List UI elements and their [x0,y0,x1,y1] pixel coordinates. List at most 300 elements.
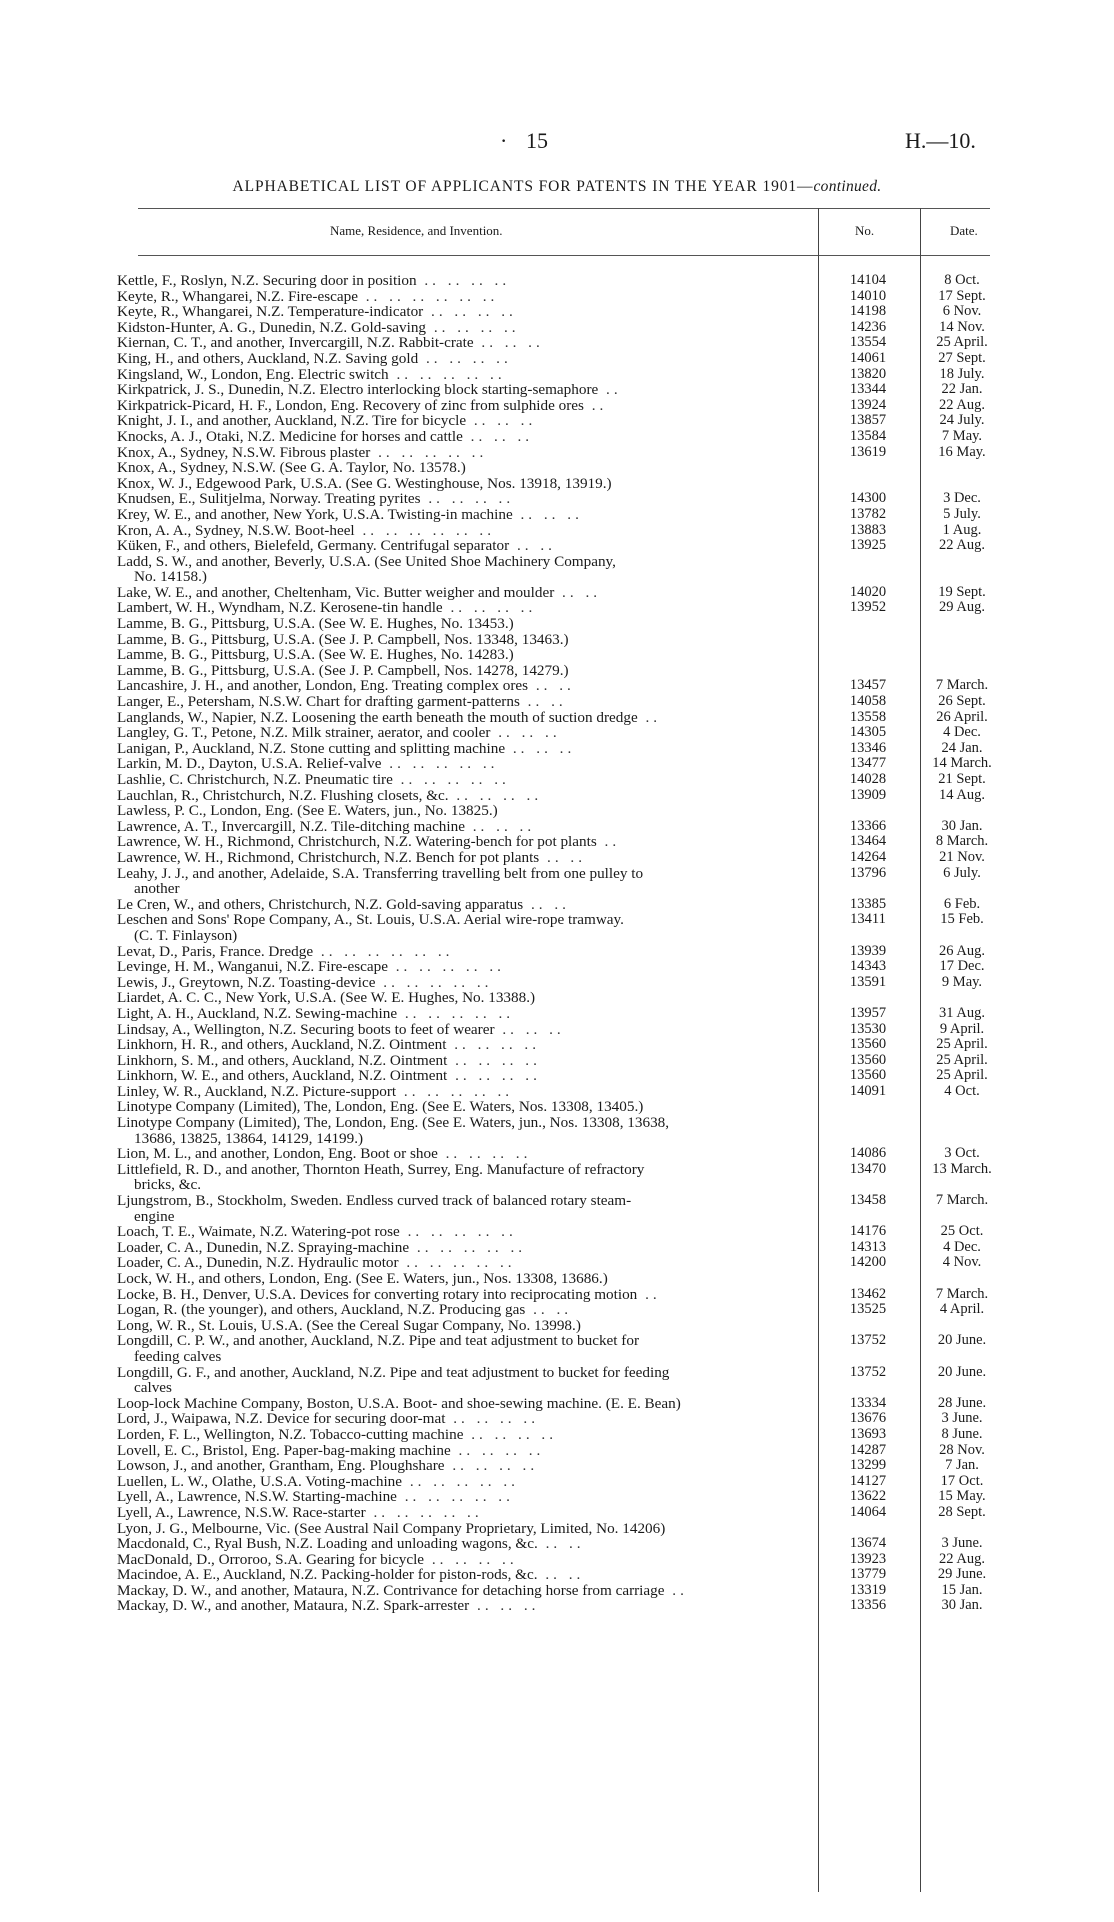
applicant-entry [117,663,817,679]
patent-number: 13334 [849,1394,887,1411]
patent-date: 6 Feb. [943,895,981,912]
dot-leaders: .. [637,1285,661,1303]
patent-number: 13782 [849,505,887,522]
patent-date: 25 April. [936,1051,988,1068]
patent-number: 13560 [849,1036,887,1053]
entry-text: Levat, D., Paris, France. Dredge [117,942,314,960]
patent-number: 14010 [849,287,887,304]
patent-date: 28 Nov. [939,1441,985,1458]
dot-leaders: .. .. .. .. .. [397,1004,515,1022]
title-italic: continued. [813,178,882,195]
entry-text: Light, A. H., Auckland, N.Z. Sewing-machine [117,1004,398,1022]
applicant-entry [117,866,817,897]
patent-date: 30 Jan. [941,817,983,834]
entry-text: Lorden, F. L., Wellington, N.Z. Tobacco-cutting machine [117,1425,464,1443]
applicant-entry [117,460,817,476]
applicant-entry [117,1567,817,1583]
patent-number: 13584 [849,427,887,444]
table-row [0,819,1114,835]
patent-date: 28 Sept. [938,1503,986,1520]
applicant-entry [117,1146,817,1162]
entry-text: Kettle, F., Roslyn, N.Z. Securing door in position [117,272,417,289]
table-row [0,1505,1114,1521]
table-row [0,320,1114,336]
applicant-entry [117,413,817,429]
entry-text: Lamme, B. G., Pittsburg, U.S.A. (See J. P. Campbell, Nos. 14278, 14279.) [117,661,569,679]
patent-date: 22 Jan. [941,381,983,398]
patent-date: 8 March. [935,833,989,850]
entry-text: Liardet, A. C. C., New York, U.S.A. (See W. E. Hughes, No. 13388.) [117,989,536,1007]
applicant-entry [117,1271,817,1287]
patent-date: 31 Aug. [939,1004,985,1021]
table-row [0,1458,1114,1474]
entry-text: Le Cren, W., and others, Christchurch, N.Z. Gold-saving apparatus [117,895,524,913]
applicant-entry [117,1006,817,1022]
applicant-entry [117,990,817,1006]
patent-number: 13820 [849,365,887,382]
patent-date: 26 Aug. [939,942,985,959]
applicant-entry [117,803,817,819]
patent-number: 13693 [849,1425,887,1442]
applicant-entry [117,1474,817,1490]
patent-number: 13939 [849,942,887,959]
table-row [0,694,1114,710]
patent-date: 4 Oct. [944,1082,980,1099]
column-header-date: Date. [950,223,978,238]
table-row [0,1271,1114,1287]
patent-date: 27 Sept. [938,349,986,366]
entry-text: Lyell, A., Lawrence, N.S.W. Starting-machine [117,1488,397,1506]
applicant-entry [117,678,817,694]
table-row [0,1302,1114,1318]
patent-number: 14104 [849,272,887,288]
patent-number: 14176 [849,1223,887,1240]
applicant-entry [117,1084,817,1100]
entry-text: Knudsen, E., Sulitjelma, Norway. Treating pyrites [117,490,421,508]
entry-text: Locke, B. H., Denver, U.S.A. Devices for converting rotary into reciprocating motion [117,1285,638,1303]
applicant-entry [117,1068,817,1084]
table-row [0,663,1114,679]
patent-date: 4 Nov. [942,1254,982,1271]
table-row [0,1567,1114,1583]
applicant-entry [117,772,817,788]
patent-date: 15 Feb. [940,911,984,928]
dot-leaders: .. .. [528,677,575,695]
dot-leaders: .. .. .. [466,412,537,430]
patent-date: 7 March. [935,1285,989,1302]
table-row [0,725,1114,741]
applicant-entry [117,351,817,367]
applicant-entry [117,1536,817,1552]
patent-number: 14300 [849,490,887,507]
table-row [0,382,1114,398]
table-row [0,959,1114,975]
applicant-entry [117,756,817,772]
applicant-entry [117,1099,817,1115]
patent-date: 1 Aug. [942,521,982,538]
title-main: ALPHABETICAL LIST OF APPLICANTS FOR PATENTS IN THE YEAR 1901— [232,178,814,195]
table-row [0,413,1114,429]
patent-date: 3 June. [941,1410,983,1427]
entry-text: Leschen and Sons' Rope Company, A., St. Louis, U.S.A. Aerial wire-rope tramway. [117,911,624,929]
dot-leaders: .. .. .. .. [463,1425,557,1443]
patent-number: 14287 [849,1441,887,1458]
dot-leaders: .. .. [554,583,602,601]
applicant-entry [117,897,817,913]
patent-number: 13779 [849,1566,887,1583]
applicant-entry [117,1443,817,1459]
entry-text: Levinge, H. M., Wanganui, N.Z. Fire-escape [117,958,388,976]
patent-date: 25 April. [936,1036,988,1053]
table-row [0,944,1114,960]
table-row [0,1084,1114,1100]
applicant-entry [117,289,817,305]
table-row [0,1598,1114,1614]
patent-number: 14127 [849,1472,887,1489]
patent-date: 4 Dec. [943,1238,981,1255]
dot-leaders: .. .. .. .. .. [365,1503,483,1521]
entry-text: Larkin, M. D., Dayton, U.S.A. Relief-valve [117,755,382,773]
dot-leaders: .. .. .. .. [424,1550,518,1568]
patent-date: 4 April. [939,1301,985,1318]
patent-date: 9 May. [941,973,983,990]
table-row [0,289,1114,305]
applicant-entry [117,819,817,835]
patent-date: 7 March. [935,677,989,694]
patent-date: 17 Oct. [940,1472,984,1489]
entry-text: Kiernan, C. T., and another, Invercargill, N.Z. Rabbit-crate [117,334,474,352]
entry-text: Luellen, L. W., Olathe, U.S.A. Voting-machine [117,1472,403,1490]
table-row [0,1037,1114,1053]
applicant-entry [117,600,817,616]
patent-date: 29 Aug. [939,599,985,616]
patent-number: 13925 [849,537,887,554]
entry-text: Linotype Company (Limited), The, London, Eng. (See E. Waters, jun., Nos. 13308, 13638, [117,1114,670,1132]
table-row [0,585,1114,601]
dot-leaders: .. [583,396,608,414]
patent-number: 13385 [849,895,887,912]
entry-text: King, H., and others, Auckland, N.Z. Saving gold [117,349,419,367]
patent-date: 3 Dec. [943,490,981,507]
entry-text: Logan, R. (the younger), and others, Auckland, N.Z. Producing gas [117,1301,526,1319]
entry-text: Long, W. R., St. Louis, U.S.A. (See the Cereal Sugar Company, No. 13998.) [117,1316,581,1334]
dot-leaders: .. .. .. .. .. [409,1238,527,1256]
table-row [0,1115,1114,1146]
dot-leaders: .. .. .. .. [447,1051,541,1069]
dot-leaders: .. .. .. [473,334,544,352]
entry-text: Kron, A. A., Sydney, N.S.W. Boot-heel [117,521,355,539]
applicant-entry [117,1022,817,1038]
applicant-entry [117,1552,817,1568]
patent-date: 20 June. [937,1363,987,1380]
dot-leaders: .. .. .. .. [416,272,511,289]
entry-text: Loader, C. A., Dunedin, N.Z. Spraying-machine [117,1238,410,1256]
entry-text: Kidston-Hunter, A. G., Dunedin, N.Z. Gold-saving [117,318,427,336]
applicant-entry [117,476,817,492]
entry-continuation: No. 14158.) [134,568,207,586]
patent-number: 14305 [849,724,887,741]
table-row [0,678,1114,694]
patent-number: 13477 [849,755,887,772]
patent-date: 22 Aug. [939,1550,985,1567]
patent-number: 13558 [849,708,887,725]
table-row [0,1365,1114,1396]
entry-text: Lancashire, J. H., and another, London, Eng. Treating complex ores [117,677,529,695]
entry-text: Lord, J., Waipawa, N.Z. Device for securing door-mat [117,1410,446,1428]
patent-date: 13 March. [932,1160,992,1177]
dot-leaders: .. .. [539,848,586,866]
dot-leaders: .. .. .. [505,739,576,757]
dot-leaders: .. .. .. .. .. [375,973,493,991]
dot-leaders: .. [664,1581,688,1599]
entry-text: Lashlie, C. Christchurch, N.Z. Pneumatic tire [117,771,393,788]
patent-number: 13560 [849,1051,887,1068]
entry-text: Macdonald, C., Ryal Bush, N.Z. Loading and unloading wagons, &c. [117,1535,538,1553]
patent-date: 20 June. [937,1332,987,1349]
applicant-entry [117,367,817,383]
patent-date: 6 July. [943,864,981,881]
patent-number: 13622 [849,1488,887,1505]
patent-number: 14236 [849,318,887,335]
patent-date: 21 Sept. [938,771,986,787]
table-row [0,1583,1114,1599]
applicant-entry [117,834,817,850]
patent-number: 13554 [849,334,887,351]
entry-continuation: engine [134,1207,175,1225]
table-row [0,1146,1114,1162]
patent-number: 14313 [849,1238,887,1255]
entry-continuation: (C. T. Finlayson) [134,926,238,944]
dot-leaders: .. .. .. .. [426,318,520,336]
entry-text: Lion, M. L., and another, London, Eng. Boot or shoe [117,1145,438,1163]
table-row [0,398,1114,414]
applicant-entry [117,273,817,289]
table-row [0,351,1114,367]
applicant-entry [117,1505,817,1521]
table-row [0,1411,1114,1427]
dot-leaders: .. .. .. .. [448,786,543,804]
patent-number: 13752 [849,1332,887,1349]
table-row [0,1474,1114,1490]
applicant-entry [117,788,817,804]
entry-text: Lauchlan, R., Christchurch, N.Z. Flushing closets, &c. [117,786,449,804]
entry-text: Lamme, B. G., Pittsburg, U.S.A. (See W. E. Hughes, No. 14283.) [117,646,514,664]
page-number: 15 [526,128,548,153]
patent-number: 13464 [849,833,887,850]
patent-date: 15 May. [938,1488,986,1505]
table-row [0,1068,1114,1084]
dot-leaders: .. .. .. .. .. [396,1082,514,1100]
table-row [0,897,1114,913]
patent-date: 5 July. [943,505,981,522]
patent-date: 17 Sept. [938,287,986,304]
patent-number: 13560 [849,1067,887,1084]
table-row [0,273,1114,289]
patent-number: 14020 [849,583,887,600]
dot-leaders: .. .. .. .. [420,490,515,508]
entry-text: Lovell, E. C., Bristol, Eng. Paper-bag-making machine [117,1441,451,1459]
dot-leaders: .. [596,833,621,851]
patent-date: 9 April. [939,1020,985,1037]
patent-date: 7 March. [935,1192,989,1209]
applicant-entry [117,975,817,991]
patent-date: 6 Nov. [942,303,982,320]
patent-date: 25 April. [936,1067,988,1084]
table-row [0,1318,1114,1334]
patent-date: 8 Oct. [944,272,980,288]
entry-text: Lanigan, P., Auckland, N.Z. Stone cutting and splitting machine [117,739,506,757]
patent-number: 13530 [849,1020,887,1037]
patent-number: 13356 [849,1597,887,1614]
entry-text: Linkhorn, H. R., and others, Auckland, N.Z. Ointment [117,1036,447,1054]
patent-date: 25 April. [936,334,988,351]
patent-date: 7 Jan. [945,1457,979,1474]
entry-text: Lewis, J., Greytown, N.Z. Toasting-device [117,973,376,991]
table-row [0,1240,1114,1256]
patent-number: 13411 [850,911,886,928]
table-row [0,1443,1114,1459]
patent-number: 14200 [849,1254,887,1271]
table-row [0,975,1114,991]
patent-date: 4 Dec. [943,724,981,741]
table-row [0,756,1114,772]
patent-number: 14343 [849,958,887,975]
dot-leaders: .. .. .. .. .. .. [354,521,495,539]
table-row [0,990,1114,1006]
table-row [0,554,1114,585]
entry-text: Ljungstrom, B., Stockholm, Sweden. Endless curved track of balanced rotary steam- [117,1192,632,1210]
applicant-entry [117,554,817,585]
dot-leaders: .. .. [519,693,567,711]
applicant-entry [117,912,817,943]
dot-leaders: .. .. .. .. .. [392,771,510,788]
table-row [0,1099,1114,1115]
dot-leaders: .. .. .. .. .. [381,755,499,773]
entry-text: MacDonald, D., Orroroo, S.A. Gearing for bicycle [117,1550,425,1568]
applicant-entry [117,1302,817,1318]
entry-text: Littlefield, R. D., and another, Thornton Heath, Surrey, Eng. Manufacture of refractory [117,1160,645,1178]
page-dot: · [500,128,508,153]
dot-leaders: .. .. [537,1566,585,1584]
applicant-entry [117,1427,817,1443]
applicant-entry [117,1115,817,1146]
patent-date: 3 June. [941,1535,983,1552]
entry-text: Ladd, S. W., and another, Beverly, U.S.A. (See United Shoe Machinery Company, [117,552,616,570]
entry-text: Keyte, R., Whangarei, N.Z. Fire-escape [117,287,358,305]
applicant-entry [117,1287,817,1303]
patent-number: 13299 [849,1457,887,1474]
column-header-no: No. [855,223,875,238]
table-row [0,1287,1114,1303]
entry-text: Lawrence, A. T., Invercargill, N.Z. Tile-ditching machine [117,817,465,835]
applicant-entry [117,1583,817,1599]
table-row [0,1193,1114,1224]
patent-number: 14061 [849,349,887,366]
applicant-entry [117,1489,817,1505]
patent-number: 13591 [849,973,887,990]
dot-leaders: .. .. .. [462,427,534,445]
dot-leaders: .. .. .. .. .. [402,1472,519,1490]
patent-number: 13752 [849,1363,887,1380]
patent-date: 14 Aug. [939,786,985,803]
applicant-entry [117,725,817,741]
patent-number: 14058 [849,693,887,710]
dot-leaders: .. .. .. .. .. [396,1488,514,1506]
patent-date: 19 Sept. [938,583,986,600]
table-row [0,1333,1114,1364]
applicant-entry [117,616,817,632]
table-row [0,507,1114,523]
entry-continuation: bricks, &c. [134,1176,202,1194]
table-row [0,616,1114,632]
entry-text: Lyon, J. G., Melbourne, Vic. (See Austral Nail Company Proprietary, Limited, No. 14206) [117,1519,666,1537]
patent-date: 3 Oct. [944,1145,980,1162]
patent-number: 13952 [849,599,887,616]
entry-text: Lindsay, A., Wellington, N.Z. Securing boots to feet of wearer [117,1020,495,1038]
dot-leaders: .. .. .. [494,1020,565,1038]
document-code: H.—10. [905,128,976,153]
patent-number: 13883 [849,521,887,538]
patent-number: 13470 [849,1160,887,1177]
dot-leaders: .. .. [525,1301,573,1319]
entry-text: Knox, W. J., Edgewood Park, U.S.A. (See G. Westinghouse, Nos. 13918, 13919.) [117,474,612,492]
patent-number: 13457 [849,677,887,694]
patent-number: 13462 [849,1285,887,1302]
applicant-entry [117,1255,817,1271]
table-row [0,632,1114,648]
table-row [0,491,1114,507]
table-row [0,1224,1114,1240]
patent-number: 13344 [849,381,887,398]
applicant-entry [117,741,817,757]
patent-date: 8 June. [941,1425,983,1442]
entry-text: Macindoe, A. E., Auckland, N.Z. Packing-holder for piston-rods, &c. [117,1566,538,1584]
patent-date: 21 Nov. [939,848,985,865]
entry-text: Lamme, B. G., Pittsburg, U.S.A. (See W. E. Hughes, No. 13453.) [117,615,514,633]
entry-text: Lyell, A., Lawrence, N.S.W. Race-starter [117,1503,366,1521]
dot-leaders: .. .. .. .. .. [370,443,488,461]
entry-text: Loop-lock Machine Company, Boston, U.S.A. Boot- and shoe-sewing machine. (E. E. Bean) [117,1394,681,1412]
dot-leaders: .. .. .. [512,505,583,523]
applicant-entry [117,1240,817,1256]
dot-leaders: .. .. .. .. .. .. [313,942,454,960]
table-row [0,850,1114,866]
entry-text: Lawless, P. C., London, Eng. (See E. Waters, jun., No. 13825.) [117,802,498,820]
patent-date: 22 Aug. [939,396,985,413]
dot-leaders: .. .. .. .. [447,1067,541,1085]
applicant-entry [117,304,817,320]
column-header-name: Name, Residence, and Invention. [330,223,503,238]
table-row [0,445,1114,461]
table-row [0,1053,1114,1069]
table-row [0,647,1114,663]
dot-leaders: .. .. .. .. [418,349,512,367]
entry-continuation: 13686, 13825, 13864, 14129, 14199.) [134,1129,364,1147]
applicant-entry [117,320,817,336]
header-rule-top [138,208,990,209]
patent-number: 13366 [849,817,887,834]
applicant-entry [117,647,817,663]
dot-leaders: .. .. .. [464,817,536,835]
applicant-entry [117,1193,817,1224]
applicant-entry [117,1458,817,1474]
applicant-entry [117,507,817,523]
applicant-entry [117,1162,817,1193]
applicant-entry [117,429,817,445]
applicant-entry [117,1333,817,1364]
patent-number: 14264 [849,848,887,865]
patent-date: 14 March. [932,755,992,772]
